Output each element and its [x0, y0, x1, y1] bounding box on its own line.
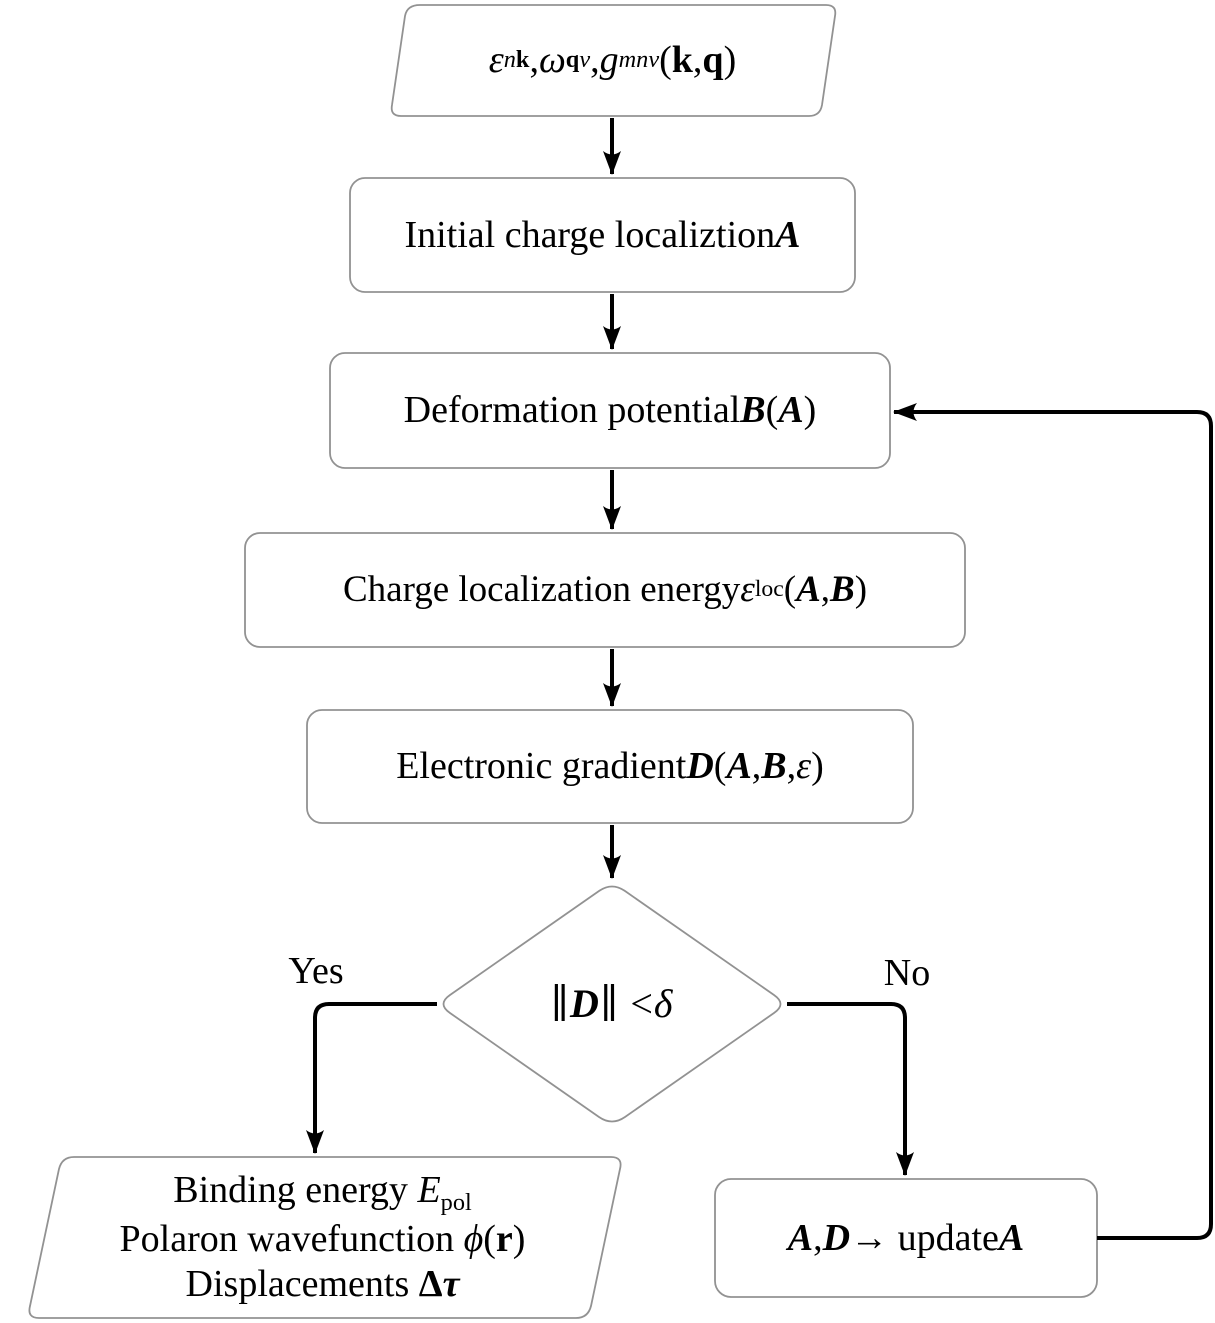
- energy-node-label: Charge localization energy ε loc ( A , B ): [342, 569, 868, 611]
- gradient-node-label: Electronic gradient D ( A , B , ε ): [396, 745, 824, 788]
- edge-label-no: No: [883, 951, 931, 994]
- outputs-line-displacements: Displacements Δτ: [185, 1263, 460, 1306]
- initial-node-label: Initial charge localiztion A: [404, 213, 801, 256]
- deformation-node-label: Deformation potential B ( A ): [403, 389, 817, 432]
- outputs-node-label: [35, 1157, 610, 1318]
- edge-label-yes: Yes: [288, 949, 344, 992]
- outputs-line-binding-energy: Binding energy $E_{pol}$: [173, 1168, 472, 1216]
- outputs-line-polaron-wavefunction: Polaron wavefunction ϕ(r): [119, 1218, 526, 1261]
- edge-decision-yes-to-outputs: [315, 1004, 437, 1153]
- update-node-label: A , D → update A: [787, 1216, 1025, 1259]
- decision-node-label: ∥ D ∥ < δ: [550, 981, 674, 1027]
- edge-decision-no-to-update: [787, 1004, 905, 1175]
- inputs-node-label: ε n k , ω q ν , g mnν ( k , q ): [488, 39, 737, 82]
